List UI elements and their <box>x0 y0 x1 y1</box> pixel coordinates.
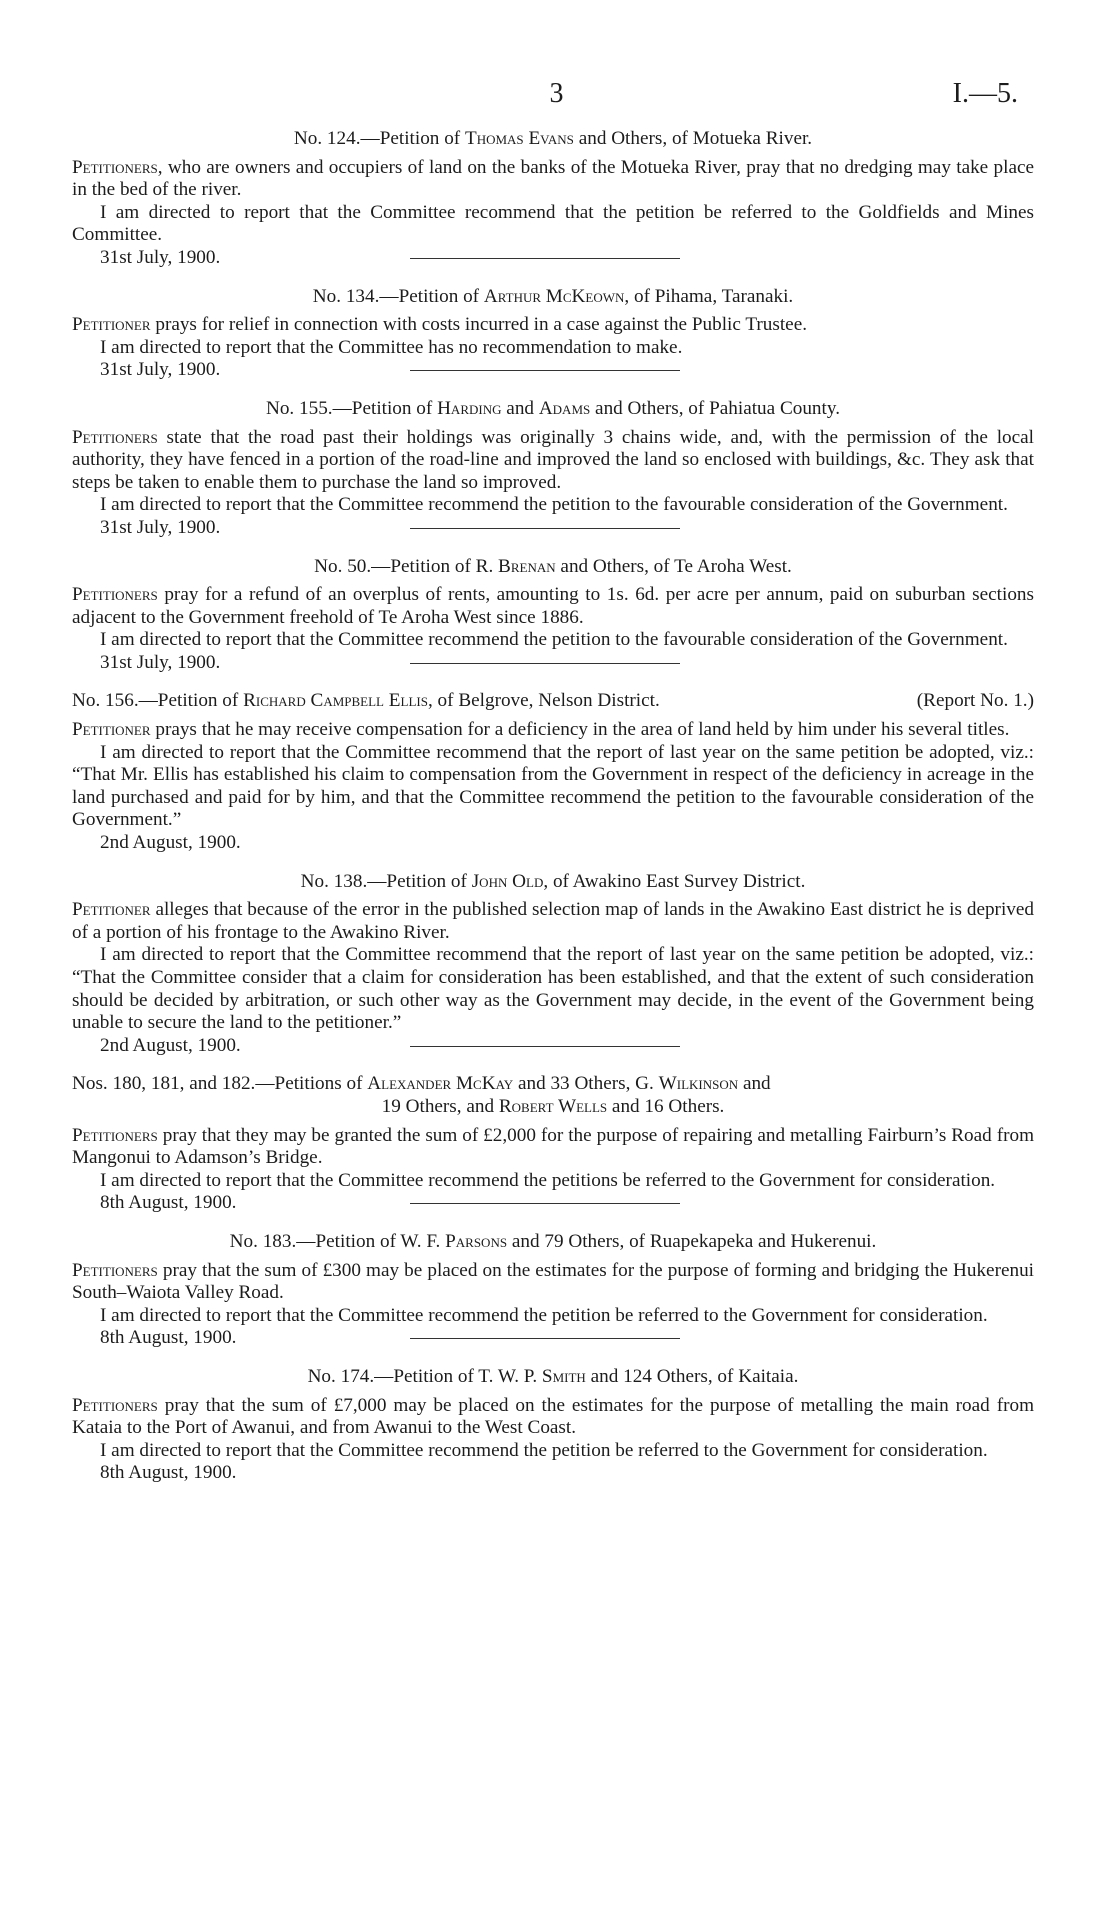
petitioner-name: Alexander McKay <box>367 1073 514 1095</box>
petition-138 <box>72 871 1034 1058</box>
report-date: 31st July, 1900. <box>100 516 221 538</box>
title-text: , of Pihama, Taranaki. <box>624 285 794 307</box>
title-text: and 33 Others, G. <box>513 1073 659 1095</box>
petition-prayer <box>72 1125 1034 1170</box>
petition-prayer <box>72 314 1034 337</box>
title-text: No. 138.—Petition of <box>300 870 472 892</box>
prayer-text: pray for a refund of an overplus of rents, amounting to 1s. 6d. per acre per annum, paid on suburban sections adjacent to the Government freehold of Te Aroha West since 1886. <box>72 584 1034 628</box>
prayer-text: , who are owners and occupiers of land on the banks of the Motueka River, pray that no dredging may take place in the bed of the river. <box>72 156 1034 201</box>
section-divider <box>410 1338 680 1339</box>
committee-report: I am directed to report that the Committee recommend the petition be referred to the Government for consideration. <box>100 1304 988 1326</box>
document-reference: I.—5. <box>952 78 1018 109</box>
section-divider <box>410 258 680 259</box>
title-text: No. 50.—Petition of <box>314 555 476 577</box>
report-date-row <box>72 652 1034 675</box>
title-text: No. 174.—Petition of T. W. P. <box>307 1365 542 1387</box>
title-text: and 16 Others. <box>607 1095 725 1117</box>
committee-report: I am directed to report that the Committee recommend that the petition be referred to the Goldfields and Mines Committee. <box>72 201 1034 246</box>
petition-174 <box>72 1366 1034 1485</box>
title-text: 19 Others, and <box>381 1095 499 1117</box>
committee-report: I am directed to report that the Committee recommend the petition to the favourable consideration of the Government. <box>100 629 1008 651</box>
report-date: 8th August, 1900. <box>100 1192 237 1214</box>
report-date-row <box>72 1035 1034 1058</box>
petitioner-name: Richard Campbell Ellis <box>243 690 428 712</box>
section-divider <box>410 528 680 529</box>
report-date: 8th August, 1900. <box>100 1462 237 1484</box>
petitioner-name: Smith <box>541 1365 586 1387</box>
title-text: No. 155.—Petition of <box>265 397 438 419</box>
petition-prayer <box>72 584 1034 629</box>
report-date: 2nd August, 1900. <box>100 832 241 854</box>
title-text: Nos. 180, 181, and 182.—Petitions of <box>72 1073 368 1095</box>
prayer-lead: Petitioner <box>72 719 151 741</box>
title-text: and <box>738 1073 771 1095</box>
title-text: and <box>501 397 539 419</box>
prayer-lead: Petitioner <box>72 314 151 336</box>
petition-prayer <box>72 719 1034 742</box>
petition-134 <box>72 286 1034 382</box>
petitioner-name: Parsons <box>445 1230 508 1252</box>
petition-180-182 <box>72 1073 1034 1215</box>
prayer-text: pray that they may be granted the sum of £2,000 for the purpose of repairing and metalling Fairburn’s Road from Mangonui to Adamson’s Bridge. <box>72 1124 1034 1169</box>
committee-report: I am directed to report that the Committee recommend that the report of last year on the same petition be adopted, viz.: “That Mr. Ellis has established his claim to compensation from the Government in respect of the deficiency in acreage in the land purchased and paid for by him, and that the Committee recommend the petition to the favourable consideration of the Government.” <box>72 741 1034 831</box>
committee-report: I am directed to report that the Committee recommend the petition to the favourable consideration of the Government. <box>100 494 1008 516</box>
petition-prayer <box>72 427 1034 495</box>
petitioner-name: John Old <box>471 870 544 892</box>
prayer-text: alleges that because of the error in the published selection map of lands in the Awakino East district he is deprived of a portion of his frontage to the Awakino River. <box>72 899 1034 943</box>
prayer-text: prays that he may receive compensation for a deficiency in the area of land held by him under his several titles. <box>150 719 1010 741</box>
prayer-lead: Petitioners <box>72 1259 158 1281</box>
petition-156 <box>72 690 1034 854</box>
report-date: 31st July, 1900. <box>100 246 221 268</box>
petition-title <box>72 1231 1034 1254</box>
petition-155 <box>72 398 1034 540</box>
petitioner-name: Harding <box>437 397 502 419</box>
prayer-lead: Petitioners <box>72 1124 158 1146</box>
title-text: No. 124.—Petition of <box>293 128 465 149</box>
petition-title <box>72 398 1034 421</box>
petition-183 <box>72 1231 1034 1350</box>
title-text: and Others, of Pahiatua County. <box>590 397 840 419</box>
petition-title <box>72 1073 1034 1118</box>
title-text: , of Belgrove, Nelson District. <box>427 690 660 712</box>
report-date-row <box>72 517 1034 540</box>
prayer-text: prays for relief in connection with costs incurred in a case against the Public Trustee. <box>150 314 808 336</box>
petition-124 <box>72 128 1034 270</box>
petition-title <box>72 128 1034 151</box>
petition-title <box>72 690 1034 713</box>
title-text: No. 134.—Petition of <box>312 285 484 307</box>
report-date: 2nd August, 1900. <box>100 1034 241 1056</box>
prayer-text: pray that the sum of £300 may be placed on the estimates for the purpose of forming and bridging the Hukerenui South–Waiota Valley Road. <box>72 1259 1034 1304</box>
title-line-2 <box>72 1096 1034 1119</box>
prayer-lead: Petitioners <box>72 584 158 606</box>
section-divider <box>410 370 680 371</box>
section-divider <box>410 1203 680 1204</box>
report-date: 31st July, 1900. <box>100 359 221 381</box>
petition-prayer <box>72 157 1034 202</box>
report-date: 8th August, 1900. <box>100 1327 237 1349</box>
report-date-row <box>72 832 1034 855</box>
petition-50 <box>72 556 1034 675</box>
petitioner-name: Wilkinson <box>658 1073 739 1095</box>
prayer-text: state that the road past their holdings was originally 3 chains wide, and, with the permission of the local authority, they have fenced in a portion of the road-line and improved the land so enclosed with buildings, &c. They ask that steps be taken to enable them to purchase the land so improved. <box>72 426 1034 493</box>
petitioner-name: Robert Wells <box>498 1095 608 1117</box>
prayer-text: pray that the sum of £7,000 may be placed on the estimates for the purpose of metalling the main road from Kataia to the Port of Awanui, and from Awanui to the West Coast. <box>72 1394 1034 1439</box>
title-text: and 124 Others, of Kaitaia. <box>585 1365 799 1387</box>
petitioner-name: R. Brenan <box>475 555 556 577</box>
prayer-lead: Petitioners <box>72 426 158 448</box>
petitioner-name: Adams <box>538 397 591 419</box>
petition-title <box>72 556 1034 579</box>
committee-report: I am directed to report that the Committee recommend the petition be referred to the Government for consideration. <box>100 1439 988 1461</box>
page-number: 3 <box>549 78 565 109</box>
petitioner-name: Arthur McKeown <box>483 285 625 307</box>
prayer-lead: Petitioner <box>72 899 151 921</box>
petitioner-name: Thomas Evans <box>464 128 574 149</box>
report-date-row <box>72 1327 1034 1350</box>
petition-prayer <box>72 1260 1034 1305</box>
title-text: No. 183.—Petition of W. F. <box>229 1230 446 1252</box>
committee-report: I am directed to report that the Committee recommend that the report of last year on the same petition be adopted, viz.: “That the Committee consider that a claim for consideration has been established, and that the extent of such consideration should be decided by arbitration, or such other way as the Government may decide, in the event of the Government being unable to secure the land to the petitioner.” <box>72 944 1034 1034</box>
report-date-row <box>72 1192 1034 1215</box>
section-divider <box>410 663 680 664</box>
prayer-lead: Petitioners <box>72 1394 158 1416</box>
petition-prayer <box>72 1395 1034 1440</box>
title-text: and Others, of Te Aroha West. <box>555 555 792 577</box>
committee-report: I am directed to report that the Committee recommend the petitions be referred to the Government for consideration. <box>100 1169 996 1191</box>
prayer-lead: Petitioners <box>72 156 158 178</box>
title-text: and 79 Others, of Ruapekapeka and Hukerenui. <box>507 1230 877 1252</box>
title-text: and Others, of Motueka River. <box>573 128 813 149</box>
petition-title <box>72 871 1034 894</box>
petition-prayer <box>72 899 1034 944</box>
petition-title <box>72 286 1034 309</box>
section-divider <box>410 1046 680 1047</box>
report-date-row <box>72 1462 1034 1485</box>
petition-title <box>72 1366 1034 1389</box>
report-number: (Report No. 1.) <box>916 690 1034 712</box>
report-date: 31st July, 1900. <box>100 651 221 673</box>
title-text: , of Awakino East Survey District. <box>543 870 806 892</box>
petitions-body <box>72 128 1034 1485</box>
committee-report: I am directed to report that the Committee has no recommendation to make. <box>100 336 683 358</box>
title-text: No. 156.—Petition of <box>72 690 244 712</box>
